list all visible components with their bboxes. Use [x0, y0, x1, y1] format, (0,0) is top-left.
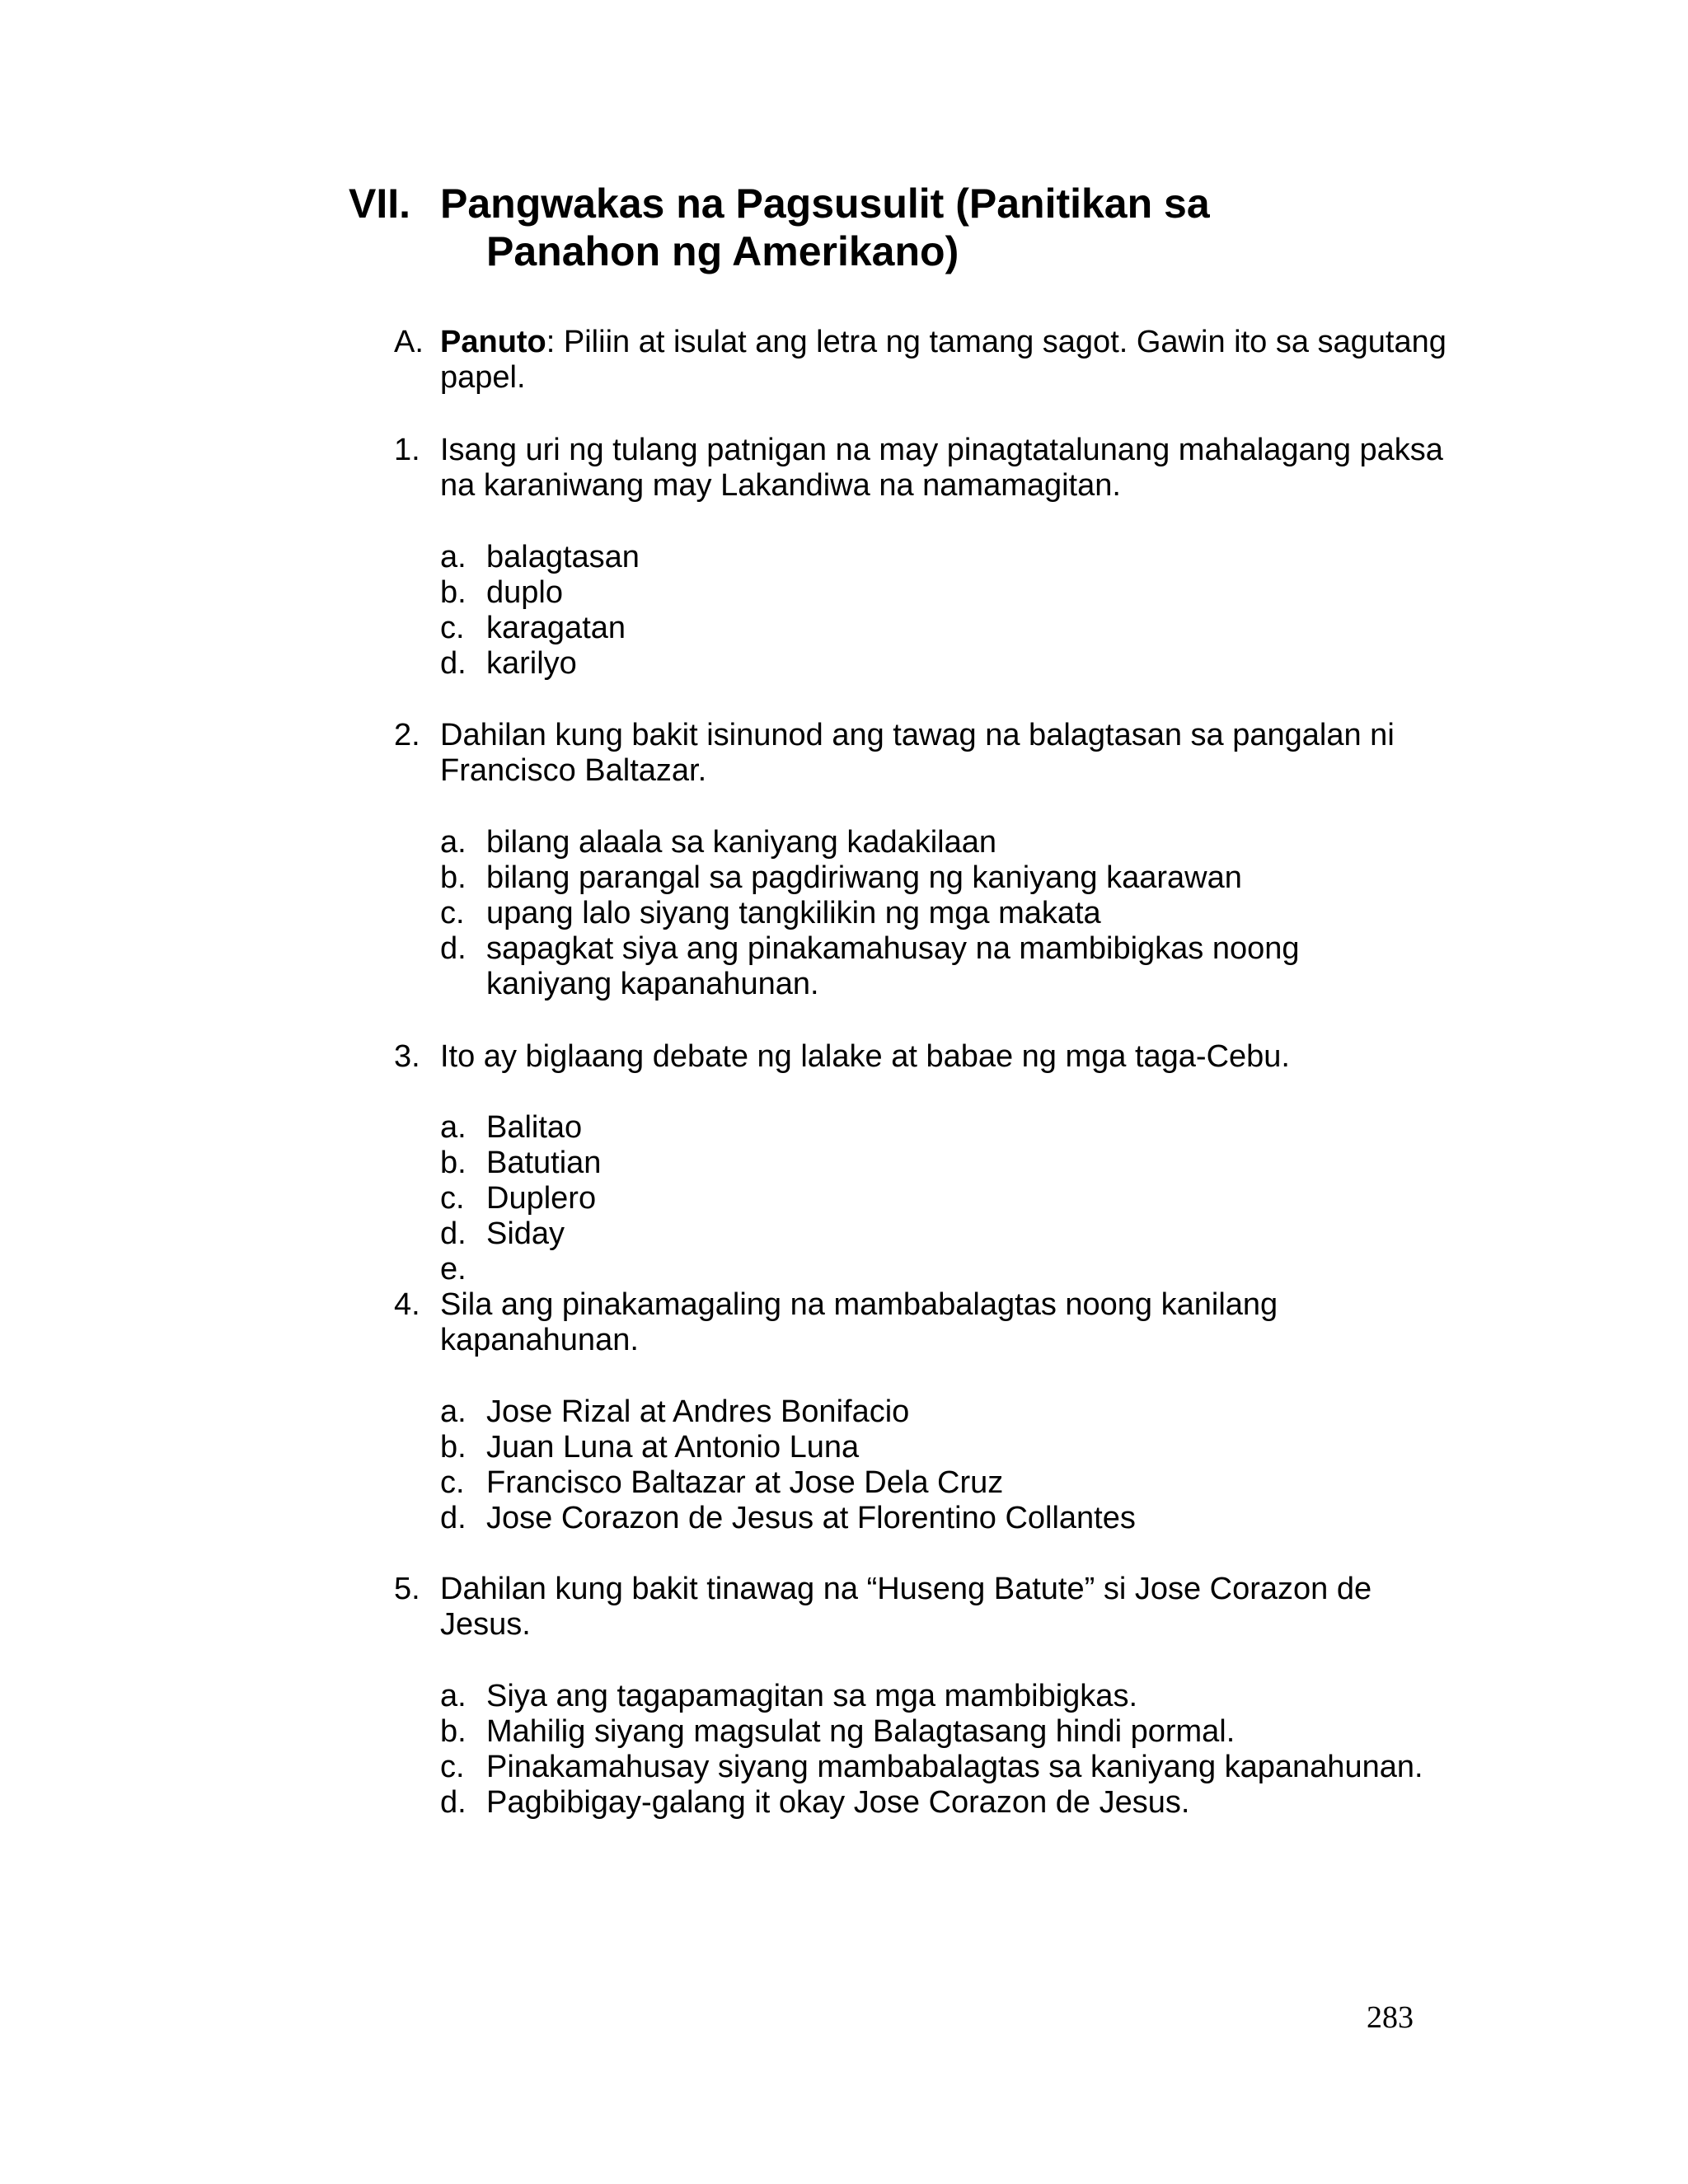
option-letter: a.	[440, 825, 467, 860]
question-4	[394, 1287, 1465, 1358]
option-letter: d.	[440, 1785, 467, 1820]
instructions	[394, 325, 1465, 396]
option-letter: b.	[440, 1714, 467, 1749]
section-title-line2: Panahon ng Amerikano)	[486, 228, 959, 274]
option	[440, 896, 1470, 931]
option-text: Siya ang tagapamagitan sa mga mambibigkas.	[486, 1679, 1138, 1713]
option-text: sapagkat siya ang pinakamahusay na mambibigkas noong kaniyang kapanahunan.	[486, 931, 1300, 1001]
option-letter: b.	[440, 860, 467, 895]
question-text: Isang uri ng tulang patnigan na may pinagtatalunang mahalagang paksa na karaniwang may Lakandiwa na namamagitan.	[440, 433, 1443, 503]
option	[440, 1714, 1470, 1750]
page-number: 283	[1367, 2000, 1414, 2035]
option-text: bilang alaala sa kaniyang kadakilaan	[486, 825, 997, 860]
option-letter: c.	[440, 1750, 465, 1784]
option-letter: d.	[440, 931, 467, 966]
option	[440, 1465, 1470, 1501]
option	[440, 1430, 1470, 1465]
option-letter: a.	[440, 1110, 467, 1145]
question-text: Dahilan kung bakit tinawag na “Huseng Batute” si Jose Corazon de Jesus.	[440, 1572, 1372, 1642]
option-letter: b.	[440, 575, 467, 610]
instructions-text: : Piliin at isulat ang letra ng tamang sagot. Gawin ito sa sagutang papel.	[440, 325, 1447, 395]
option-text: duplo	[486, 575, 563, 610]
option-text	[486, 1252, 1470, 1287]
question-1	[394, 433, 1465, 504]
option	[440, 1750, 1470, 1785]
question-number: 2.	[394, 718, 420, 752]
option-text: balagtasan	[486, 540, 640, 574]
option-text: Balitao	[486, 1110, 583, 1145]
option	[440, 1110, 1470, 1146]
question-2-options	[440, 825, 1470, 1002]
option-text: Francisco Baltazar at Jose Dela Cruz	[486, 1465, 1004, 1500]
option	[440, 860, 1470, 896]
section-number: VII.	[349, 180, 411, 227]
question-text: Ito ay biglaang debate ng lalake at babae ng mga taga-Cebu.	[440, 1039, 1290, 1074]
question-4-options	[440, 1394, 1470, 1536]
section-title-line1: Pangwakas na Pagsusulit (Panitikan sa	[440, 180, 1210, 227]
option-letter: d.	[440, 646, 467, 681]
option-text: Pagbibigay-galang it okay Jose Corazon de Jesus.	[486, 1785, 1190, 1820]
option-text: Mahilig siyang magsulat ng Balagtasang hindi pormal.	[486, 1714, 1236, 1749]
question-3-options	[440, 1110, 1470, 1287]
option-letter: d.	[440, 1216, 467, 1251]
option-letter: c.	[440, 1465, 465, 1500]
question-2	[394, 718, 1465, 789]
option	[440, 611, 1470, 646]
option-text: karilyo	[486, 646, 577, 681]
question-3	[394, 1039, 1465, 1075]
option-text: Batutian	[486, 1146, 602, 1180]
option	[440, 575, 1470, 611]
option	[440, 1216, 1470, 1252]
option-text: Juan Luna at Antonio Luna	[486, 1430, 860, 1465]
option-letter: b.	[440, 1430, 467, 1465]
option-letter: b.	[440, 1146, 467, 1180]
option-letter: c.	[440, 611, 465, 645]
option	[440, 1785, 1470, 1821]
question-5	[394, 1572, 1465, 1643]
question-number: 1.	[394, 433, 420, 467]
question-number: 3.	[394, 1039, 420, 1074]
option	[440, 931, 1470, 1002]
option-text: Duplero	[486, 1181, 597, 1216]
option	[440, 540, 1470, 575]
option-letter: e.	[440, 1252, 467, 1286]
option	[440, 1501, 1470, 1536]
option	[440, 1679, 1470, 1714]
option-text: upang lalo siyang tangkilikin ng mga makata	[486, 896, 1101, 930]
option	[440, 1146, 1470, 1181]
instructions-label: Panuto	[440, 325, 546, 359]
question-text: Dahilan kung bakit isinunod ang tawag na balagtasan sa pangalan ni Francisco Baltazar.	[440, 718, 1395, 788]
option-letter: d.	[440, 1501, 467, 1535]
instructions-marker: A.	[394, 325, 424, 359]
option	[440, 1252, 1470, 1287]
question-text: Sila ang pinakamagaling na mambabalagtas noong kanilang kapanahunan.	[440, 1287, 1278, 1357]
question-1-options	[440, 540, 1470, 682]
option-letter: c.	[440, 896, 465, 930]
section-heading	[349, 180, 1503, 275]
option-letter: c.	[440, 1181, 465, 1216]
question-number: 5.	[394, 1572, 420, 1606]
option	[440, 646, 1470, 682]
option	[440, 825, 1470, 860]
option	[440, 1394, 1470, 1430]
option-text: Jose Rizal at Andres Bonifacio	[486, 1394, 910, 1429]
option-letter: a.	[440, 540, 467, 574]
option-text: Jose Corazon de Jesus at Florentino Collantes	[486, 1501, 1136, 1535]
option-text: Pinakamahusay siyang mambabalagtas sa kaniyang kapanahunan.	[486, 1750, 1423, 1784]
question-number: 4.	[394, 1287, 420, 1322]
question-5-options	[440, 1679, 1470, 1821]
option-text: Siday	[486, 1216, 565, 1251]
option	[440, 1181, 1470, 1216]
option-text: bilang parangal sa pagdiriwang ng kaniyang kaarawan	[486, 860, 1242, 895]
option-letter: a.	[440, 1679, 467, 1713]
option-text: karagatan	[486, 611, 626, 645]
option-letter: a.	[440, 1394, 467, 1429]
